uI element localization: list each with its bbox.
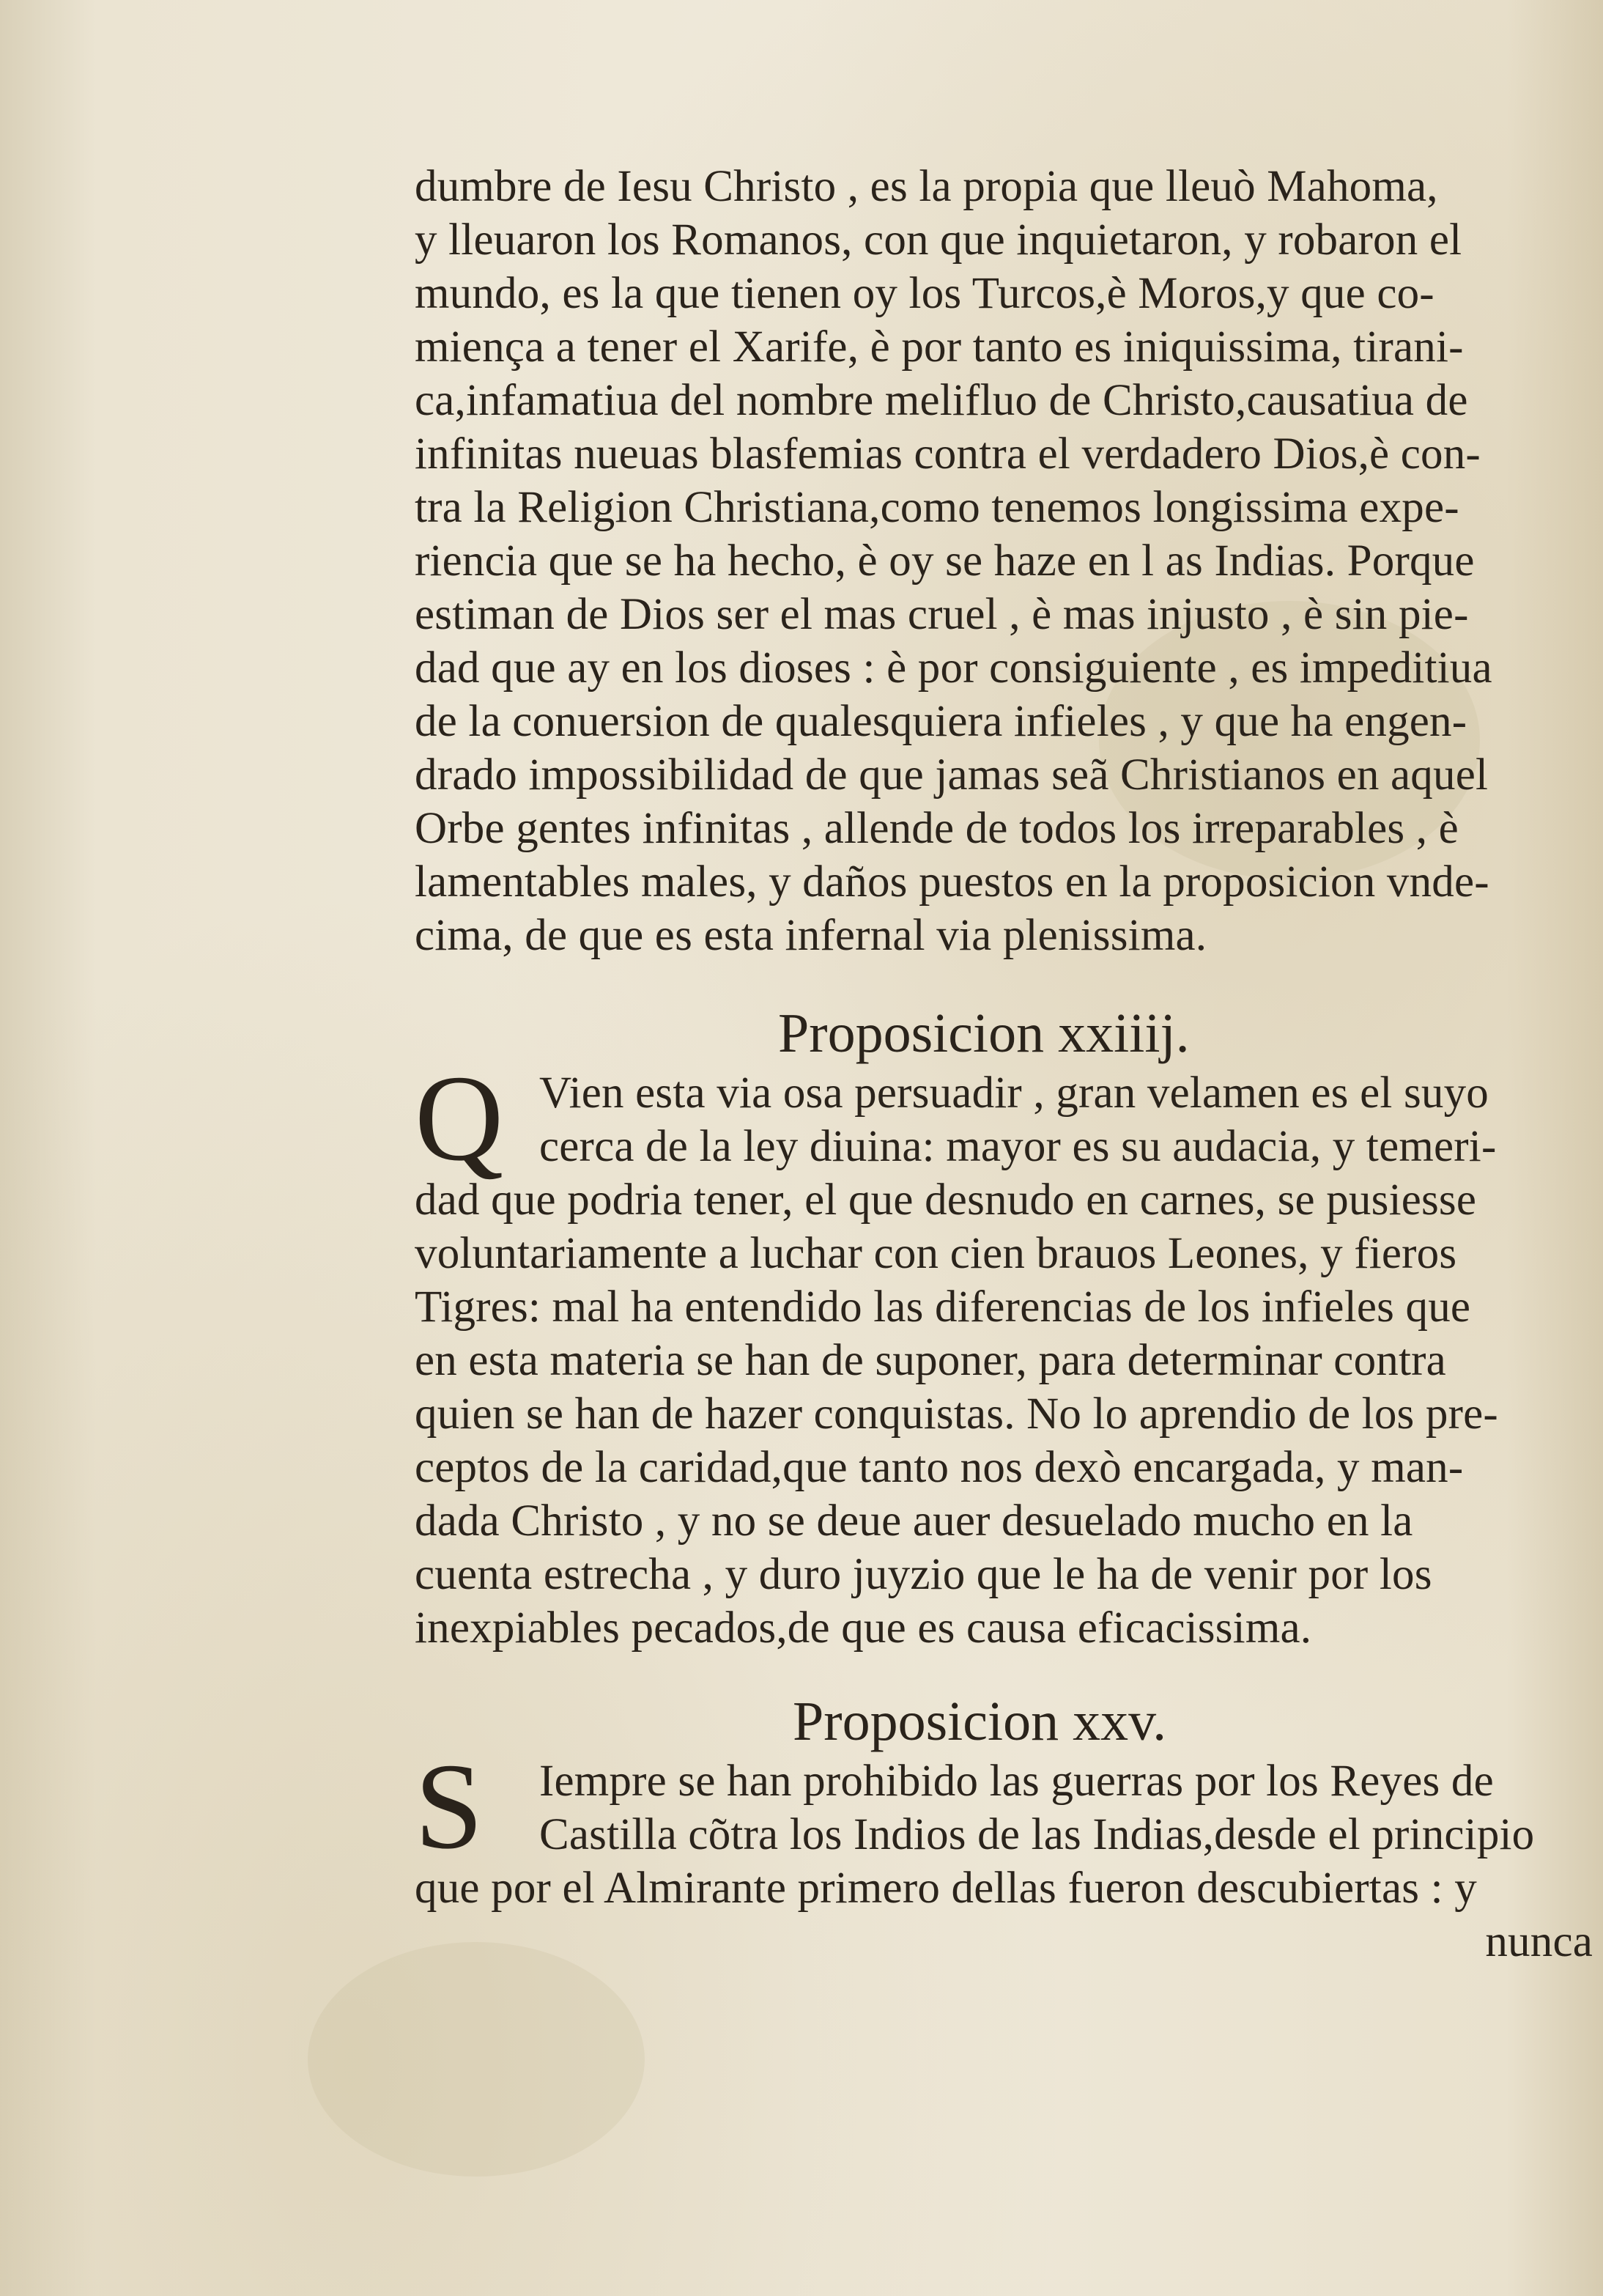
- text-line: estiman de Dios ser el mas cruel , è mas injusto , è sin pie-: [415, 590, 1469, 639]
- text-column: [415, 160, 1602, 1968]
- drop-cap: Q: [415, 1050, 504, 1186]
- text-line: en esta materia se han de suponer, para determinar contra: [415, 1336, 1446, 1385]
- text-line: inexpiables pecados,de que es causa eficacissima.: [415, 1603, 1312, 1653]
- drop-cap: S: [415, 1738, 484, 1875]
- text-line: Iempre se han prohibido las guerras por los Reyes de: [539, 1757, 1494, 1806]
- text-line: lamentables males, y daños puestos en la proposicion vnde-: [415, 857, 1489, 907]
- text-line: ceptos de la caridad,que tanto nos dexò encargada, y man-: [415, 1443, 1464, 1492]
- text-line: tra la Religion Christiana,como tenemos longissima expe-: [415, 483, 1459, 532]
- text-line: ca,infamatiua del nombre melifluo de Christo,causatiua de: [415, 376, 1468, 425]
- text-line: mundo, es la que tienen oy los Turcos,è Moros,y que co-: [415, 269, 1434, 318]
- text-line: voluntariamente a luchar con cien brauos Leones, y fieros: [415, 1229, 1457, 1278]
- section-heading: Proposicion xxv.: [793, 1691, 1167, 1752]
- paragraph-continuation: [415, 160, 1602, 962]
- text-line: drado impossibilidad de que jamas seã Christianos en aquel: [415, 750, 1489, 800]
- text-line: miença a tener el Xarife, è por tanto es iniquissima, tirani-: [415, 322, 1464, 372]
- text-line: dada Christo , y no se deue auer desuelado mucho en la: [415, 1496, 1413, 1546]
- text-line: riencia que se ha hecho, è oy se haze en l as Indias. Porque: [415, 536, 1475, 586]
- text-line: Tigres: mal ha entendido las diferencias de los infieles que: [415, 1282, 1471, 1332]
- text-line: quien se han de hazer conquistas. No lo aprendio de los pre-: [415, 1389, 1498, 1439]
- text-line: Orbe gentes infinitas , allende de todos los irreparables , è: [415, 804, 1459, 853]
- text-line: cima, de que es esta infernal via plenissima.: [415, 911, 1207, 960]
- text-line: infinitas nueuas blasfemias contra el verdadero Dios,è con-: [415, 429, 1481, 479]
- text-line: Castilla cõtra los Indios de las Indias,desde el principio: [539, 1810, 1535, 1859]
- text-line: de la conuersion de qualesquiera infieles , y que ha engen-: [415, 697, 1467, 746]
- text-line: cerca de la ley diuina: mayor es su audacia, y temeri-: [539, 1122, 1497, 1171]
- paper-stain: [308, 1942, 645, 2177]
- catchword: nunca: [1485, 1917, 1593, 1966]
- section-heading: Proposicion xxiiij.: [778, 1003, 1190, 1064]
- text-line: dumbre de Iesu Christo , es la propia que lleuò Mahoma,: [415, 162, 1438, 211]
- text-line: y lleuaron los Romanos, con que inquietaron, y robaron el: [415, 215, 1462, 265]
- text-line: Vien esta via osa persuadir , gran velamen es el suyo: [539, 1068, 1489, 1118]
- text-line: dad que podria tener, el que desnudo en carnes, se pusiesse: [415, 1175, 1477, 1225]
- text-line: cuenta estrecha , y duro juyzio que le ha de venir por los: [415, 1550, 1432, 1599]
- text-line: que por el Almirante primero dellas fueron descubiertas : y: [415, 1864, 1477, 1913]
- paragraph-proposition-24: [415, 1050, 1602, 1655]
- paragraph-proposition-25: [415, 1738, 1602, 1968]
- text-line: dad que ay en los dioses : è por consiguiente , es impeditiua: [415, 643, 1492, 693]
